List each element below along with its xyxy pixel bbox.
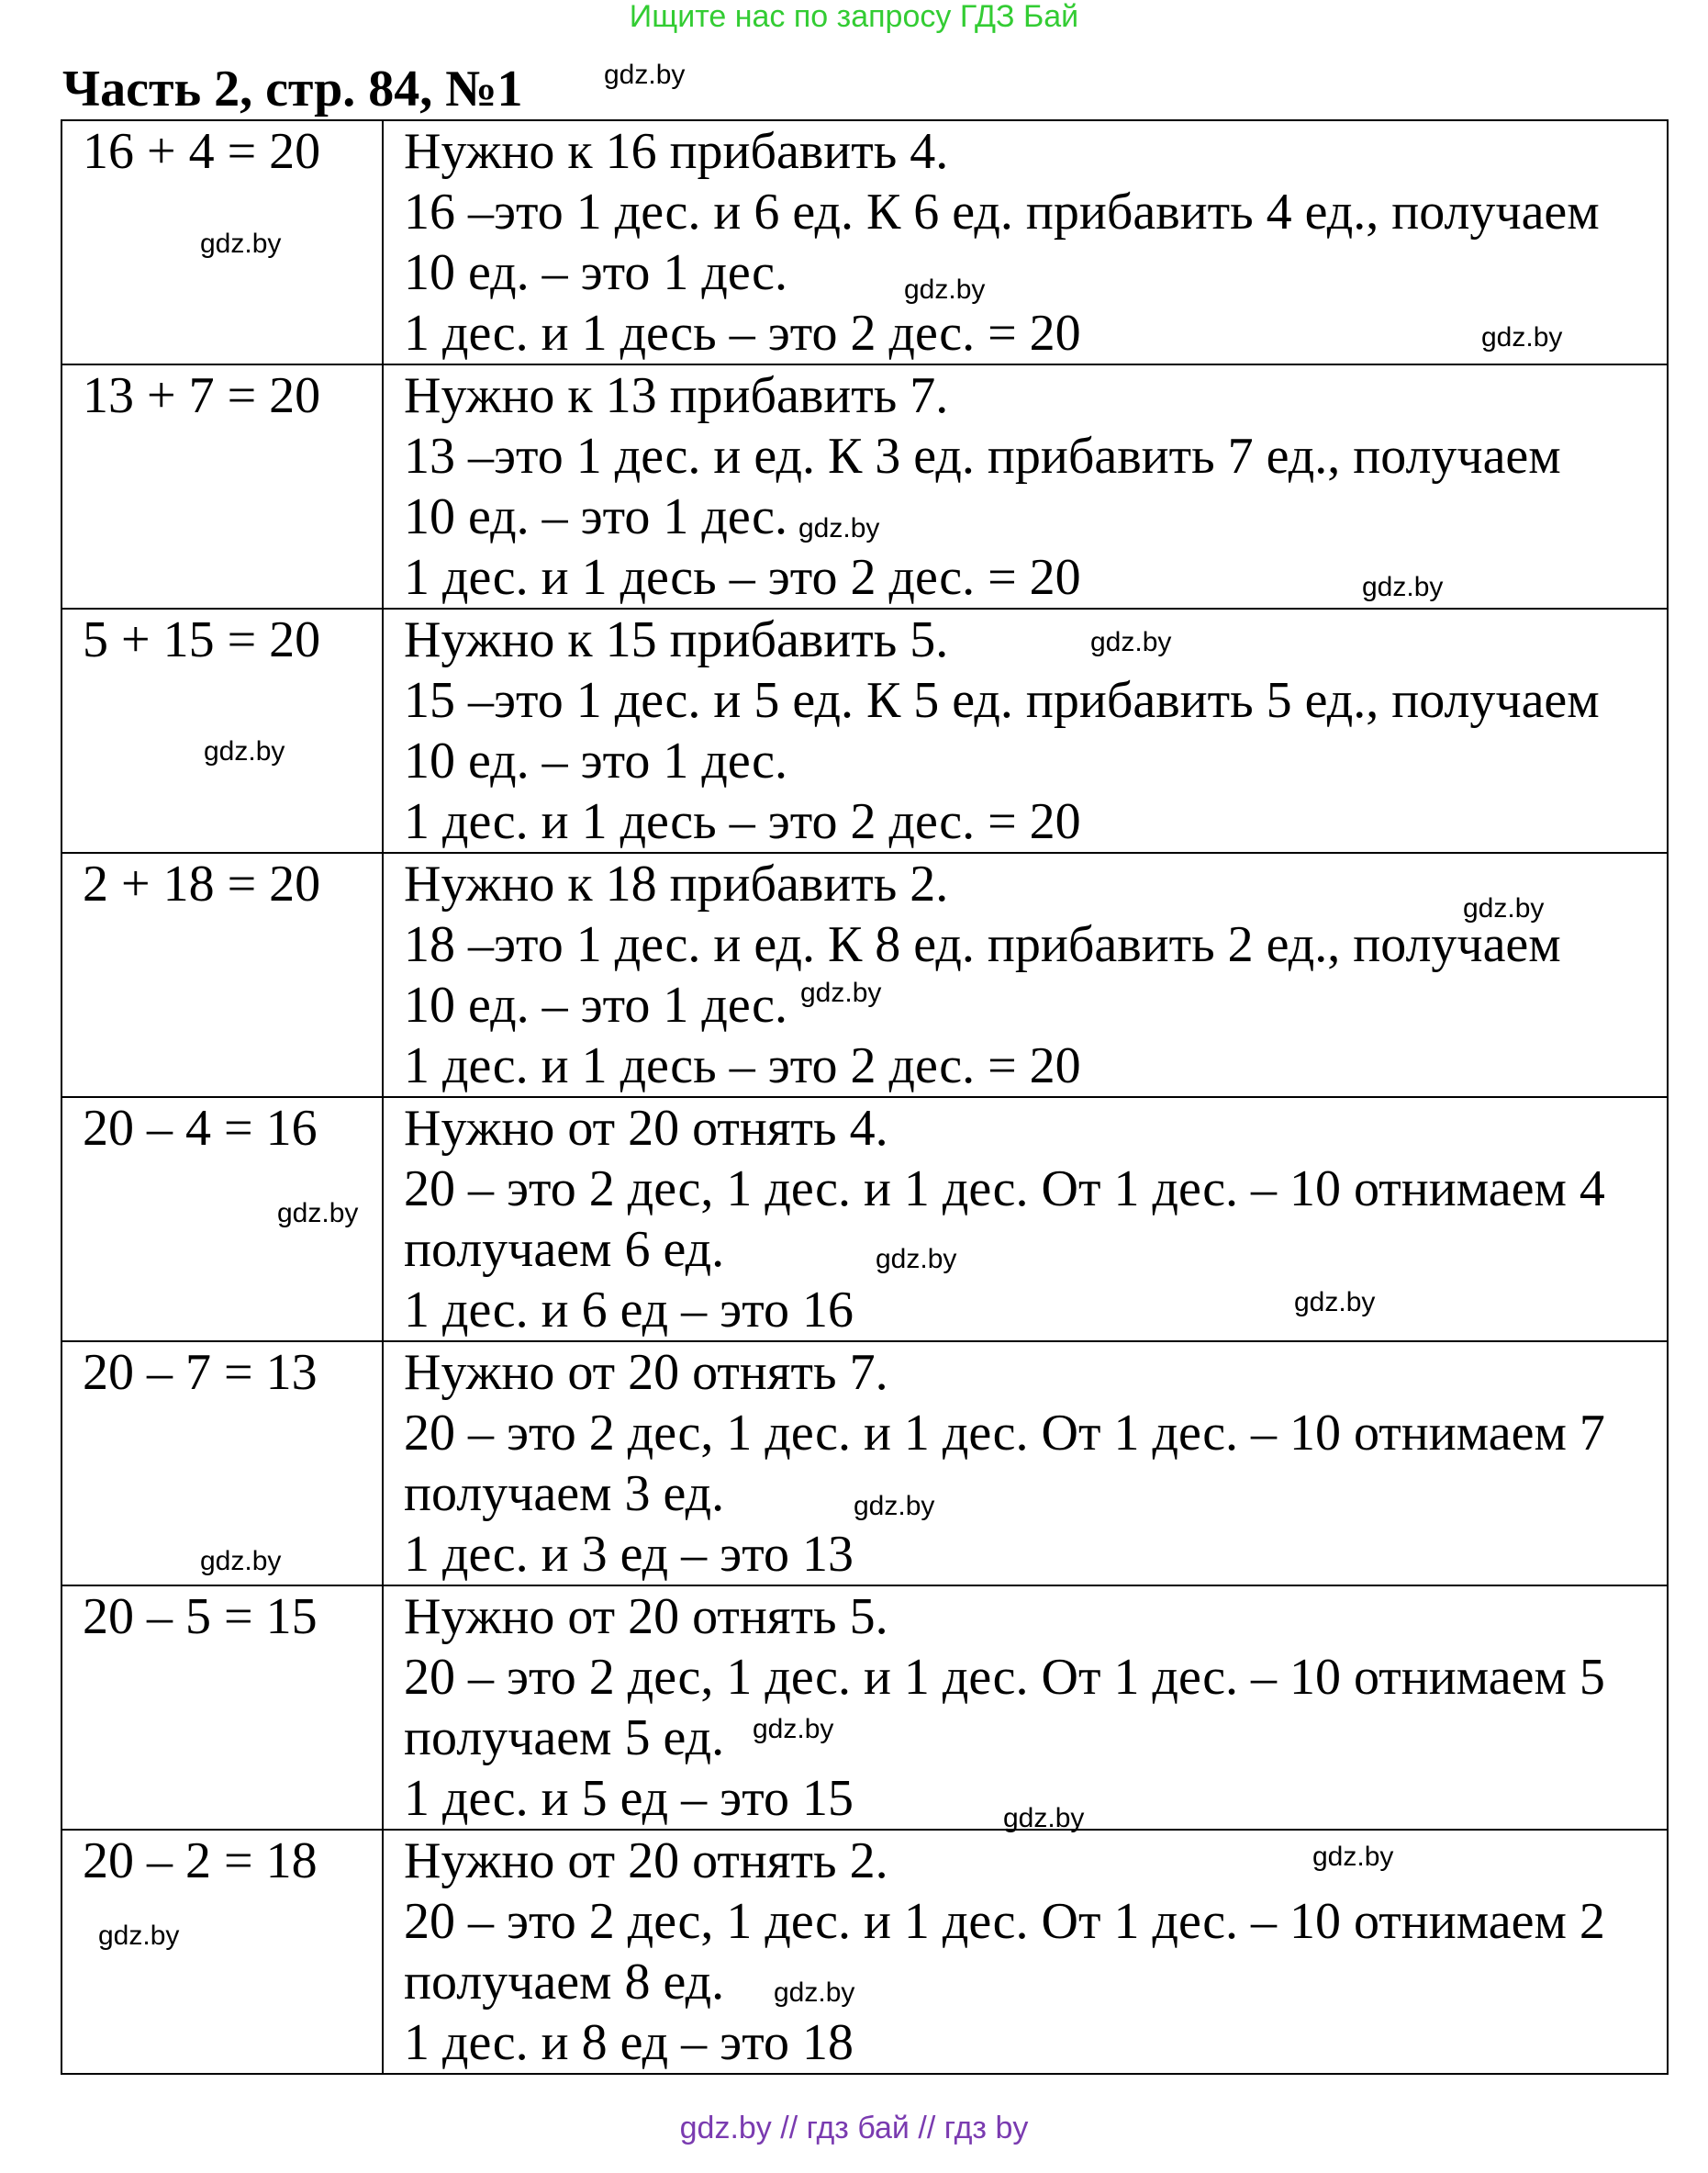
page-title: Часть 2, стр. 84, №1 — [62, 61, 523, 118]
explanation-cell — [383, 1585, 1668, 1830]
explanation-line: 20 – это 2 дес, 1 дес. и 1 дес. От 1 дес. – 10 отнимаем 7 — [404, 1405, 1605, 1462]
explanation-cell — [383, 609, 1668, 853]
watermark: gdz.by — [1294, 1287, 1376, 1317]
table-row — [61, 853, 1668, 1097]
expression-cell — [61, 1585, 383, 1830]
watermark: gdz.by — [774, 1977, 855, 2008]
explanation-line: 1 дес. и 1 десь – это 2 дес. = 20 — [404, 793, 1081, 850]
explanation-line: получаем 5 ед. — [404, 1709, 725, 1766]
watermark: gdz.by — [1481, 322, 1563, 353]
table-row — [61, 609, 1668, 853]
expression-cell — [61, 364, 383, 609]
expression-cell — [61, 609, 383, 853]
watermark: gdz.by — [798, 513, 880, 543]
explanation-cell — [383, 1341, 1668, 1585]
explanation-line: 10 ед. – это 1 дес. — [404, 733, 787, 790]
expression-cell — [61, 853, 383, 1097]
explanation-cell — [383, 1097, 1668, 1341]
explanation-cell — [383, 120, 1668, 364]
explanation-line: 10 ед. – это 1 дес. — [404, 244, 787, 301]
watermark: gdz.by — [854, 1491, 935, 1521]
expression: 16 + 4 = 20 — [83, 123, 321, 180]
explanation-line: Нужно от 20 отнять 7. — [404, 1344, 888, 1401]
explanation-line: 16 –это 1 дес. и 6 ед. К 6 ед. прибавить 4 ед., получаем — [404, 184, 1600, 241]
expression: 13 + 7 = 20 — [83, 367, 321, 424]
table-row — [61, 1830, 1668, 2074]
table-row — [61, 120, 1668, 364]
explanation-line: 10 ед. – это 1 дес. — [404, 977, 787, 1034]
watermark: gdz.by — [604, 60, 686, 90]
explanation-line: Нужно к 13 прибавить 7. — [404, 367, 949, 424]
explanation-line: 20 – это 2 дес, 1 дес. и 1 дес. От 1 дес. – 10 отнимаем 2 — [404, 1893, 1605, 1950]
watermark: gdz.by — [753, 1714, 834, 1744]
explanation-line: Нужно к 18 прибавить 2. — [404, 856, 949, 913]
explanation-line: Нужно от 20 отнять 4. — [404, 1100, 888, 1157]
explanation-line: получаем 3 ед. — [404, 1465, 725, 1522]
solutions-table — [61, 119, 1669, 2075]
watermark: gdz.by — [200, 229, 282, 259]
expression: 20 – 4 = 16 — [83, 1100, 318, 1157]
watermark: gdz.by — [204, 736, 285, 767]
watermark: gdz.by — [876, 1244, 957, 1274]
explanation-line: 15 –это 1 дес. и 5 ед. К 5 ед. прибавить 5 ед., получаем — [404, 672, 1600, 729]
explanation-line: 1 дес. и 3 ед – это 13 — [404, 1526, 854, 1583]
explanation-line: Нужно от 20 отнять 2. — [404, 1832, 888, 1889]
explanation-line: получаем 6 ед. — [404, 1221, 725, 1278]
explanation-line: 13 –это 1 дес. и ед. К 3 ед. прибавить 7 ед., получаем — [404, 428, 1561, 485]
explanation-line: 18 –это 1 дес. и ед. К 8 ед. прибавить 2 ед., получаем — [404, 916, 1561, 973]
explanation-cell — [383, 1830, 1668, 2074]
expression: 20 – 5 = 15 — [83, 1588, 318, 1645]
explanation-line: 1 дес. и 5 ед – это 15 — [404, 1770, 854, 1827]
bottom-footer: gdz.by // гдз бай // гдз by — [679, 2111, 1029, 2145]
watermark: gdz.by — [1090, 627, 1172, 657]
watermark: gdz.by — [1463, 893, 1545, 924]
expression-cell — [61, 1830, 383, 2074]
explanation-line: 1 дес. и 6 ед – это 16 — [404, 1282, 854, 1339]
watermark: gdz.by — [277, 1198, 359, 1228]
explanation-cell — [383, 364, 1668, 609]
watermark: gdz.by — [800, 978, 882, 1008]
explanation-line: 1 дес. и 1 десь – это 2 дес. = 20 — [404, 1037, 1081, 1094]
expression: 20 – 7 = 13 — [83, 1344, 318, 1401]
explanation-line: 1 дес. и 8 ед – это 18 — [404, 2014, 854, 2071]
explanation-cell — [383, 853, 1668, 1097]
explanation-line: Нужно от 20 отнять 5. — [404, 1588, 888, 1645]
explanation-line: Нужно к 15 прибавить 5. — [404, 611, 949, 668]
explanation-line: 1 дес. и 1 десь – это 2 дес. = 20 — [404, 549, 1081, 606]
watermark: gdz.by — [200, 1546, 282, 1576]
explanation-line: получаем 8 ед. — [404, 1954, 725, 2011]
explanation-line: Нужно к 16 прибавить 4. — [404, 123, 949, 180]
explanation-line: 20 – это 2 дес, 1 дес. и 1 дес. От 1 дес. – 10 отнимаем 4 — [404, 1160, 1605, 1217]
watermark: gdz.by — [98, 1921, 180, 1951]
watermark: gdz.by — [1362, 572, 1444, 602]
watermark: gdz.by — [904, 274, 986, 305]
table-row — [61, 1341, 1668, 1585]
table-row — [61, 1585, 1668, 1830]
explanation-line: 10 ед. – это 1 дес. — [404, 488, 787, 545]
explanation-line: 20 – это 2 дес, 1 дес. и 1 дес. От 1 дес. – 10 отнимаем 5 — [404, 1649, 1605, 1706]
expression: 2 + 18 = 20 — [83, 856, 321, 913]
top-banner: Ищите нас по запросу ГДЗ Бай — [629, 0, 1079, 34]
expression: 20 – 2 = 18 — [83, 1832, 318, 1889]
expression: 5 + 15 = 20 — [83, 611, 321, 668]
watermark: gdz.by — [1312, 1842, 1394, 1872]
watermark: gdz.by — [1003, 1803, 1085, 1833]
explanation-line: 1 дес. и 1 десь – это 2 дес. = 20 — [404, 305, 1081, 362]
